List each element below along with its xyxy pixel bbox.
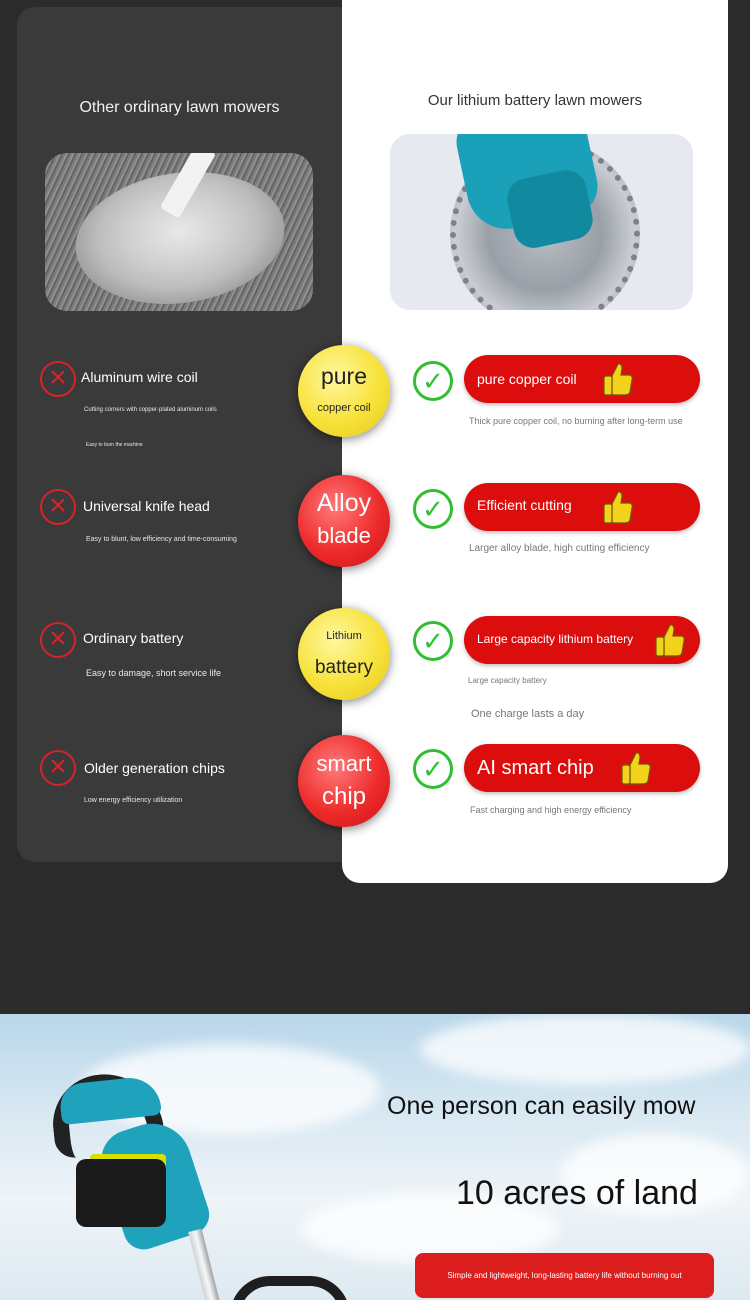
badge-line1: Lithium — [326, 630, 362, 642]
thumbs-up-icon — [620, 750, 652, 786]
pill-label: pure copper coil — [477, 371, 577, 387]
badge-pure-copper-coil — [298, 345, 390, 437]
badge-line2: chip — [321, 783, 367, 810]
feature-pill-4 — [464, 744, 700, 792]
thumbs-up-icon — [602, 489, 634, 525]
check-circle-icon: ✓ — [413, 489, 453, 529]
badge-line1: Alloy — [316, 489, 372, 517]
alloy-blade-photo — [390, 134, 693, 310]
feature-pill-1 — [464, 355, 700, 403]
ordinary-mowers-panel — [17, 7, 362, 862]
thumbs-up-icon — [654, 622, 686, 658]
auxiliary-grip-shape — [230, 1276, 350, 1300]
badge-line2: copper coil — [317, 402, 371, 414]
x-circle-icon: × — [40, 622, 76, 658]
left-row-2-label: Universal knife head — [83, 498, 210, 514]
left-row-3-sub: Easy to damage, short service life — [86, 668, 222, 678]
promo-banner — [0, 1014, 750, 1300]
badge-line1: pure — [320, 363, 368, 389]
banner-subheadline: 10 acres of land — [456, 1174, 698, 1212]
pill-label: Large capacity lithium battery — [477, 632, 634, 646]
check-circle-icon: ✓ — [413, 621, 453, 661]
x-circle-icon: × — [40, 489, 76, 525]
badge-smart-chip — [298, 735, 390, 827]
left-row-1-label: Aluminum wire coil — [81, 369, 198, 385]
banner-headline: One person can easily mow — [387, 1092, 696, 1120]
left-row-2-sub: Easy to blunt, low efficiency and time-consuming — [86, 536, 237, 543]
left-row-3-label: Ordinary battery — [83, 630, 184, 646]
check-circle-icon: ✓ — [413, 361, 453, 401]
right-row-1-sub: Thick pure copper coil, no burning after long-term use — [469, 416, 683, 426]
pill-label: Efficient cutting — [477, 497, 572, 513]
x-circle-icon: × — [40, 750, 76, 786]
battery-pack-shape — [76, 1159, 166, 1227]
badge-line1: smart — [316, 751, 372, 776]
trimmer-pole-shape — [188, 1229, 226, 1300]
thumbs-up-icon — [602, 361, 634, 397]
lithium-mowers-title: Our lithium battery lawn mowers — [427, 92, 643, 109]
badge-line2: battery — [314, 657, 374, 678]
right-row-3-sub2: One charge lasts a day — [471, 708, 585, 720]
right-row-2-sub: Larger alloy blade, high cutting efficiency — [469, 543, 650, 554]
left-row-1-sub2: Easy to burn the machine — [86, 442, 143, 448]
ordinary-blade-photo — [45, 153, 313, 311]
left-row-1-sub: Cutting corners with copper-plated aluminum coils — [84, 407, 217, 413]
feature-pill-2 — [464, 483, 700, 531]
right-row-3-sub: Large capacity battery — [468, 676, 547, 685]
left-row-4-label: Older generation chips — [84, 760, 225, 776]
banner-tagline: Simple and lightweight, long-lasting battery life without burning out — [415, 1253, 714, 1298]
badge-alloy-blade — [298, 475, 390, 567]
right-row-4-sub: Fast charging and high energy efficiency — [470, 805, 632, 815]
badge-line2: blade — [317, 523, 371, 548]
pill-label: AI smart chip — [477, 757, 594, 779]
check-circle-icon: ✓ — [413, 749, 453, 789]
badge-lithium-battery — [298, 608, 390, 700]
feature-pill-3 — [464, 616, 700, 664]
x-circle-icon: × — [40, 361, 76, 397]
left-row-4-sub: Low energy efficiency utilization — [84, 797, 183, 804]
ordinary-mowers-title: Other ordinary lawn mowers — [79, 99, 280, 116]
cloud-shape — [420, 1014, 750, 1084]
